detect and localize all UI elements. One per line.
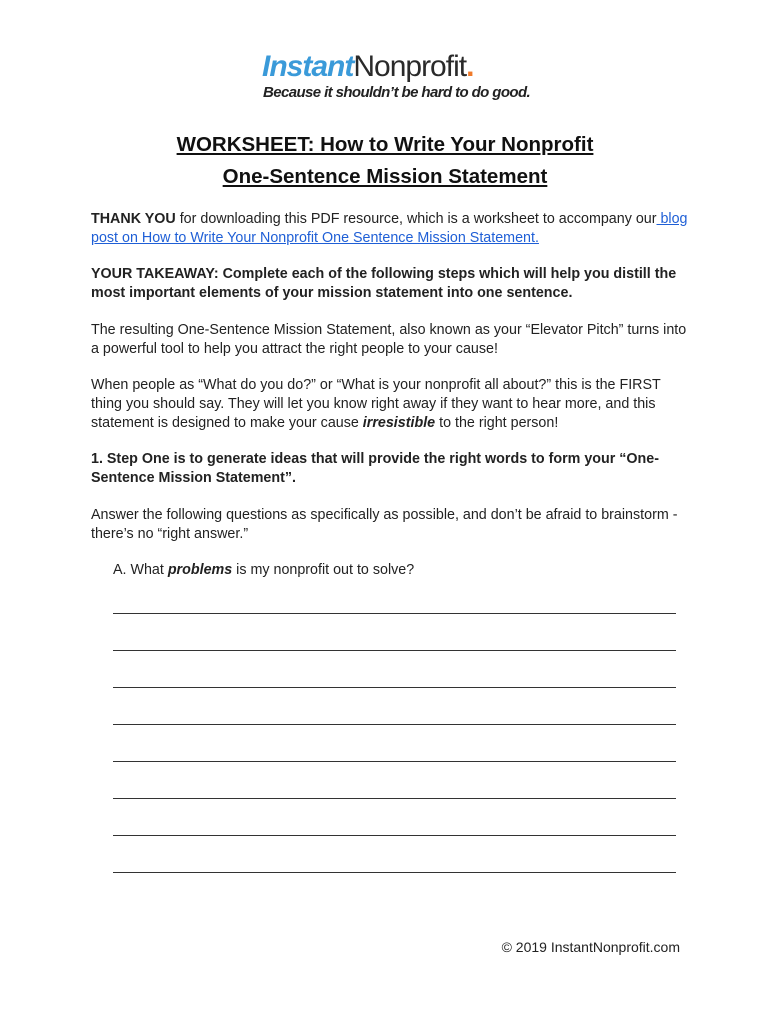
answer-line[interactable] <box>113 650 676 651</box>
step-one-heading: 1. Step One is to generate ideas that will provide the right words to form your “One-Sentence Mission Statement”. <box>91 451 659 486</box>
logo-wordmark <box>262 50 522 84</box>
when-people-paragraph <box>91 376 691 433</box>
worksheet-title <box>0 129 770 193</box>
question-a-suffix: is my nonprofit out to solve? <box>232 562 415 578</box>
takeaway-paragraph: YOUR TAKEAWAY: Complete each of the following steps which will help you distill the most important elements of your mission statement into one sentence. <box>91 266 677 301</box>
title-line-1: WORKSHEET: How to Write Your Nonprofit <box>176 133 594 156</box>
answer-line[interactable] <box>113 613 676 614</box>
resulting-paragraph: The resulting One-Sentence Mission Statement, also known as your “Elevator Pitch” turns into a powerful tool to help you attract the right people to your cause! <box>91 322 687 357</box>
intro-paragraph <box>91 210 691 248</box>
blog-post-link[interactable]: blog post on How to Write Your Nonprofit One Sentence Mission Statement. <box>91 211 688 246</box>
logo-nonprofit-text: Nonprofit <box>353 50 467 83</box>
logo-dot: . <box>466 50 474 83</box>
question-a <box>113 561 713 580</box>
answer-line[interactable] <box>113 761 676 762</box>
answer-line[interactable] <box>113 724 676 725</box>
answer-line[interactable] <box>113 687 676 688</box>
title-line-2: One-Sentence Mission Statement <box>222 165 548 188</box>
when-text-2: to the right person! <box>435 415 559 431</box>
intro-text: for downloading this PDF resource, which is a worksheet to accompany our <box>175 211 657 227</box>
answer-line[interactable] <box>113 872 676 873</box>
irresistible-emphasis: irresistible <box>362 415 436 431</box>
problems-emphasis: problems <box>167 562 233 578</box>
copyright-footer: © 2019 InstantNonprofit.com <box>501 939 680 955</box>
answer-line[interactable] <box>113 798 676 799</box>
answer-instructions: Answer the following questions as specifically as possible, and don’t be afraid to brainstorm - there’s no “right answer.” <box>91 507 678 542</box>
logo-tagline: Because it shouldn’t be hard to do good. <box>263 84 531 101</box>
when-text-1: When people as “What do you do?” or “What is your nonprofit all about?” this is the FIRST thing you should say. They will let you know right away if they want to hear more, and this statement is designed to make your cause <box>91 377 661 431</box>
instantnonprofit-logo <box>262 50 531 101</box>
logo-instant-text: Instant <box>262 50 354 83</box>
thank-you-label: THANK YOU <box>91 211 176 227</box>
answer-line[interactable] <box>113 835 676 836</box>
question-a-prefix: A. What <box>113 562 168 578</box>
